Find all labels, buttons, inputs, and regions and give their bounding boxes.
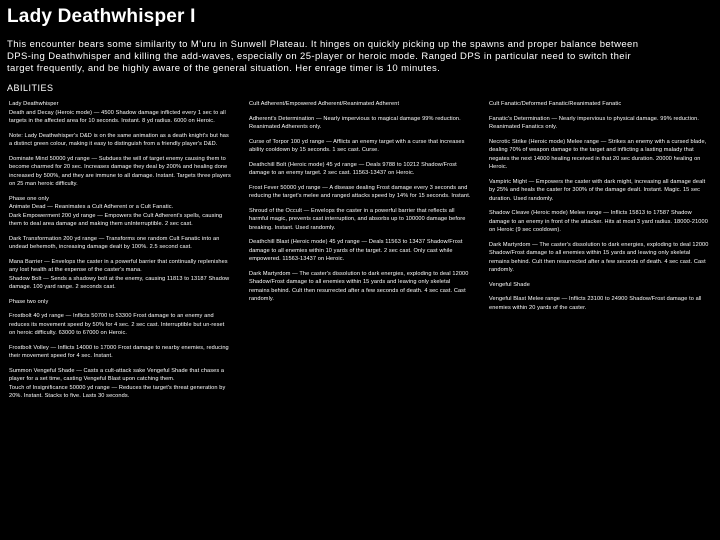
section-heading: Vengeful Shade xyxy=(489,281,530,288)
page-title: Lady Deathwhisper I xyxy=(7,6,196,27)
ability-text: Summon Vengeful Shade — Casts a cult-attack sake Vengeful Shade that chases a player for a set time, casting Vengeful Blast upon catching them. xyxy=(9,367,225,382)
ability-text: Vengeful Blast Melee range — Inflicts 23100 to 24900 Shadow/Frost damage to all enemies within 20 yards of the caster. xyxy=(489,296,702,311)
ability-text: Necrotic Strike (Heroic mode) Melee range — Strikes an enemy with a cursed blade, dealing 70% of weapon damage to the target and inflicting a lasting malady that negates the next 14000 healing received in that 20 sec duration. 20000 healing on Heroic. xyxy=(489,138,707,170)
phase-heading: Phase one only xyxy=(9,195,49,202)
abilities-heading: ABILITIES xyxy=(7,83,54,93)
ability-text: Dark Transformation 200 yd range — Transforms one random Cult Fanatic into an undead behemoth, increasing damage dealt by 100%. 2.5 second cast. xyxy=(9,235,220,250)
ability-text: Deathchill Bolt (Heroic mode) 45 yd range — Deals 9788 to 10212 Shadow/Frost damage to an enemy target. 2 sec cast. 11563-13437 on Heroic. xyxy=(249,161,457,176)
ability-text: Mana Barrier — Envelops the caster in a powerful barrier that continually replenishes any lost health at the expense of the caster's mana. xyxy=(9,258,228,273)
ability-text: Vampiric Might — Empowers the caster with dark might, increasing all damage dealt by 25% and heals the caster for 300% of the damage dealt. Instant. Magic. 15 sec duration. Used randomly. xyxy=(489,178,706,202)
ability-text: Dark Empowerment 200 yd range — Empowers the Cult Adherent's spells, causing them to deal area damage and making them unInterruptible. 2 sec cast. xyxy=(9,212,223,227)
ability-text: Note: Lady Deathwhisper's D&D is on the same animation as a death knight's but has a distinct green colour, making it easy to distinguish from a friendly player's D&D. xyxy=(9,132,229,147)
ability-text: Deathchill Blast (Heroic mode) 45 yd range — Deals 11563 to 13437 Shadow/Frost damage to all enemies within 10 yards of the target. 2 sec cast. Only cast while empowered. 11563-13437 on Heroic. xyxy=(249,239,463,262)
phase-heading: Phase two only xyxy=(9,298,49,305)
ability-text: Animate Dead — Reanimates a Cult Adherent or a Cult Fanatic. xyxy=(9,204,174,210)
ability-text: Curse of Torpor 100 yd range — Afflicts an enemy target with a curse that increases ability cooldown by 15 seconds. 1 sec cast. Curse. xyxy=(249,138,465,153)
ability-text: Dark Martyrdom — The caster's dissolution to dark energies, exploding to deal 12000 Shadow/Frost damage to all enemies within 15 yards and leaving only skeletal remains behind. Cult then resurrected after a few seconds of death. 4 sec cast. Cast randomly. xyxy=(249,270,469,302)
column-cult-fanatic xyxy=(489,100,711,312)
column-lady-deathwhisper xyxy=(9,100,231,401)
section-heading: Lady Deathwhisper xyxy=(9,101,59,107)
section-heading: Cult Fanatic/Deformed Fanatic/Reanimated Fanatic xyxy=(489,101,622,107)
ability-text: Fanatic's Determination — Nearly impervious to physical damage. 99% reduction. Reanimated Fanatics only. xyxy=(489,115,700,130)
ability-text: Touch of Insignificance 50000 yd range — Reduces the target's threat generation by 20%. Instant. Stacks to five. Lasts 30 seconds. xyxy=(9,384,226,399)
ability-text: Shroud of the Occult — Envelops the caster in a powerful barrier that reflects all harmful magic, prevents cast interruption, and absorbs up to 100000 damage before breaking. Instant. Used randomly. xyxy=(249,207,466,231)
ability-text: Frost Fever 50000 yd range — A disease dealing Frost damage every 3 seconds and reducing the target's melee and ranged attacks speed by 14% for 15 seconds. Instant. xyxy=(249,184,471,199)
section-heading: Cult Adherent/Empowered Adherent/Reanimated Adherent xyxy=(249,101,400,107)
ability-text: Death and Decay (Heroic mode) — 4500 Shadow damage inflicted every 1 sec to all targets in the affected area for 10 seconds. Instant. 8 yd radius. 6000 on Heroic. xyxy=(9,109,226,124)
intro-paragraph: This encounter bears some similarity to M'uru in Sunwell Plateau. It hinges on quickly picking up the spawns and proper balance between DPS-ing Deathwhisper and killing the add-waves, especially on 25-player or heroic mode. Ranged DPS in particular need to switch their target frequently, and be highly aware of the general situation. Her enrage timer is 10 minutes. xyxy=(7,39,639,74)
ability-text: Dark Martyrdom — The caster's dissolution to dark energies, exploding to deal 12000 Shadow/Frost damage to all enemies within 15 yards and leaving only skeletal remains behind. Cult then resurrected after a few seconds of death. 4 sec cast. Cast randomly. xyxy=(489,241,709,273)
ability-text: Adherent's Determination — Nearly impervious to magical damage 99% reduction. Reanimated Adherents only. xyxy=(249,115,461,130)
ability-text: Frostbolt Volley — Inflicts 14000 to 17000 Frost damage to nearby enemies, reducing their movement speed for 4 sec. Instant. xyxy=(9,344,229,359)
column-cult-adherent xyxy=(249,100,471,304)
ability-text: Shadow Bolt — Sends a shadowy bolt at the enemy, causing 11813 to 13187 Shadow damage. 100 yard range. 2 seconds cast. xyxy=(9,275,230,290)
ability-text: Shadow Cleave (Heroic mode) Melee range — Inflicts 15813 to 17587 Shadow damage to an enemy in front of the attacker. Hits at most 3 yard radius. 18000-21000 on Heroic (9 sec cooldown). xyxy=(489,210,708,233)
ability-text: Frostbolt 40 yd range — Inflicts 50700 to 53300 Frost damage to an enemy and reduces its movement speed by 50% for 4 sec. 2 sec cast. Interruptible but un-reset on heroic difficulty. 63000 to 67000 on Heroic. xyxy=(9,313,225,336)
ability-text: Dominate Mind 50000 yd range — Subdues the will of target enemy causing them to become charmed for 20 sec. Increases damage they deal by 200% and healing done increased by 500%, and they are immune to all damage. Instant. Targets three players on 25 man heroic difficulty. xyxy=(9,155,231,187)
